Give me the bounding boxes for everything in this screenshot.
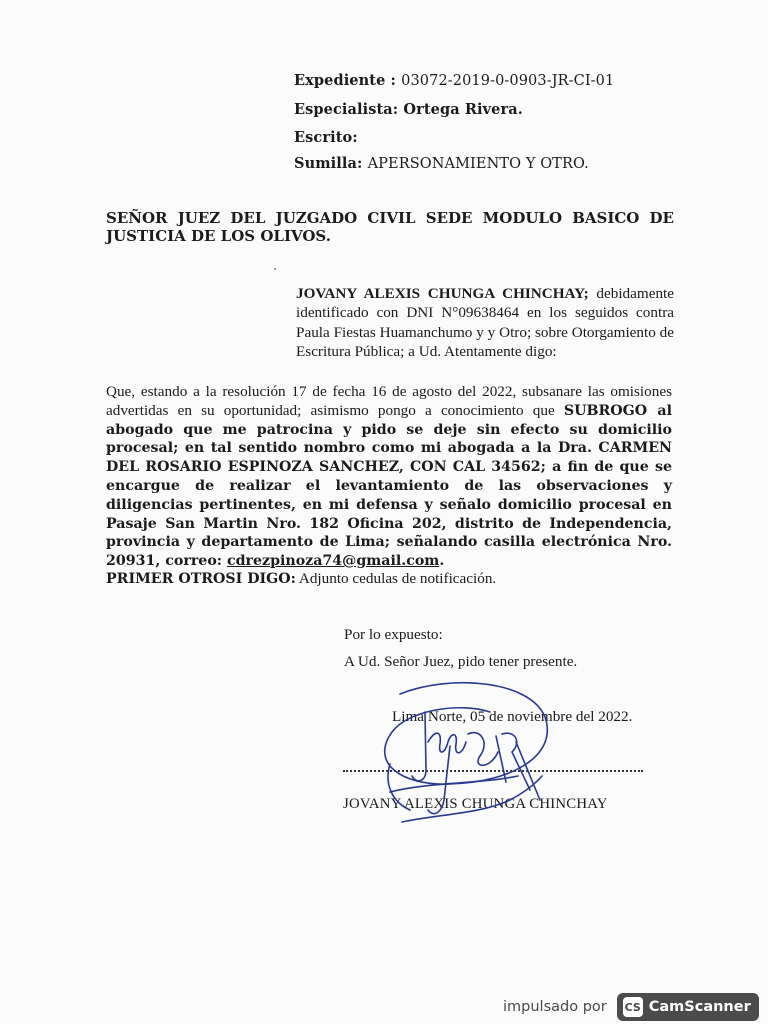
signatory-name: JOVANY ALEXIS CHUNGA CHINCHAY	[343, 796, 608, 812]
escrito-label: Escrito:	[294, 129, 358, 146]
otrosi-label: PRIMER OTROSI DIGO:	[106, 571, 296, 587]
camscanner-logo-icon: CS	[623, 997, 643, 1017]
body-paragraph	[106, 383, 672, 571]
especialista-label: Especialista:	[294, 101, 399, 118]
closing-line-1: Por lo expuesto:	[344, 626, 443, 643]
sumilla-value: APERSONAMIENTO Y OTRO.	[367, 156, 589, 172]
powered-by-text: impulsado por	[503, 999, 607, 1015]
party-name: JOVANY ALEXIS CHUNGA CHINCHAY;	[296, 285, 589, 302]
party-paragraph	[296, 284, 674, 362]
handwritten-signature	[330, 672, 560, 832]
expediente-value: 03072-2019-0-0903-JR-CI-01	[401, 73, 615, 89]
camscanner-watermark	[503, 993, 759, 1021]
email-address: cdrezpinoza74@gmail.com	[226, 553, 440, 570]
especialista-line	[294, 101, 523, 118]
addressee: SEÑOR JUEZ DEL JUZGADO CIVIL SEDE MODULO BASICO DE JUSTICIA DE LOS OLIVOS.	[106, 209, 674, 245]
body-end: .	[439, 553, 445, 570]
expediente-line	[294, 72, 614, 89]
camscanner-badge	[617, 993, 759, 1021]
escrito-line	[294, 129, 358, 146]
closing-date: Lima Norte, 05 de noviembre del 2022.	[392, 708, 633, 725]
body-intro: Que, estando a la resolución 17 de fecha 16 de agosto del 2022, subsanare las omisiones advertidas en su oportunidad; asimismo pongo a conocimiento que	[106, 383, 672, 419]
body-bold-text: SUBROGO al abogado que me patrocina y pido se deje sin efecto su domicilio procesal; en tal sentido nombro como mi abogada a la Dra. CARMEN DEL ROSARIO ESPINOZA SANCHEZ, CON CAL 34562; a fin de que se encargue de realizar el levantamiento de las observaciones y diligencias pertinentes, en mi defensa y señalo domicilio procesal en Pasaje San Martin Nro. 182 Oficina 202, distrito de Independencia, provincia y departamento de Lima; señalando casilla electrónica Nro. 20931, correo:	[106, 402, 672, 570]
expediente-label: Expediente :	[294, 72, 396, 89]
party-text: debidamente identificado con DNI N°09638464 en los seguidos contra Paula Fiestas Huamanchumo y y Otro; sobre Otorgamiento de Escritura Pública; a Ud. Atentamente digo:	[296, 285, 674, 361]
scan-speck	[274, 268, 276, 270]
sumilla-line	[294, 155, 589, 172]
closing-line-2: A Ud. Señor Juez, pido tener presente.	[344, 653, 578, 670]
camscanner-brand: CamScanner	[648, 999, 751, 1015]
otrosi-text: Adjunto cedulas de notificación.	[295, 570, 497, 587]
otrosi-line	[106, 570, 496, 588]
sumilla-label: Sumilla:	[294, 155, 363, 172]
especialista-value: Ortega Rivera.	[403, 101, 523, 118]
